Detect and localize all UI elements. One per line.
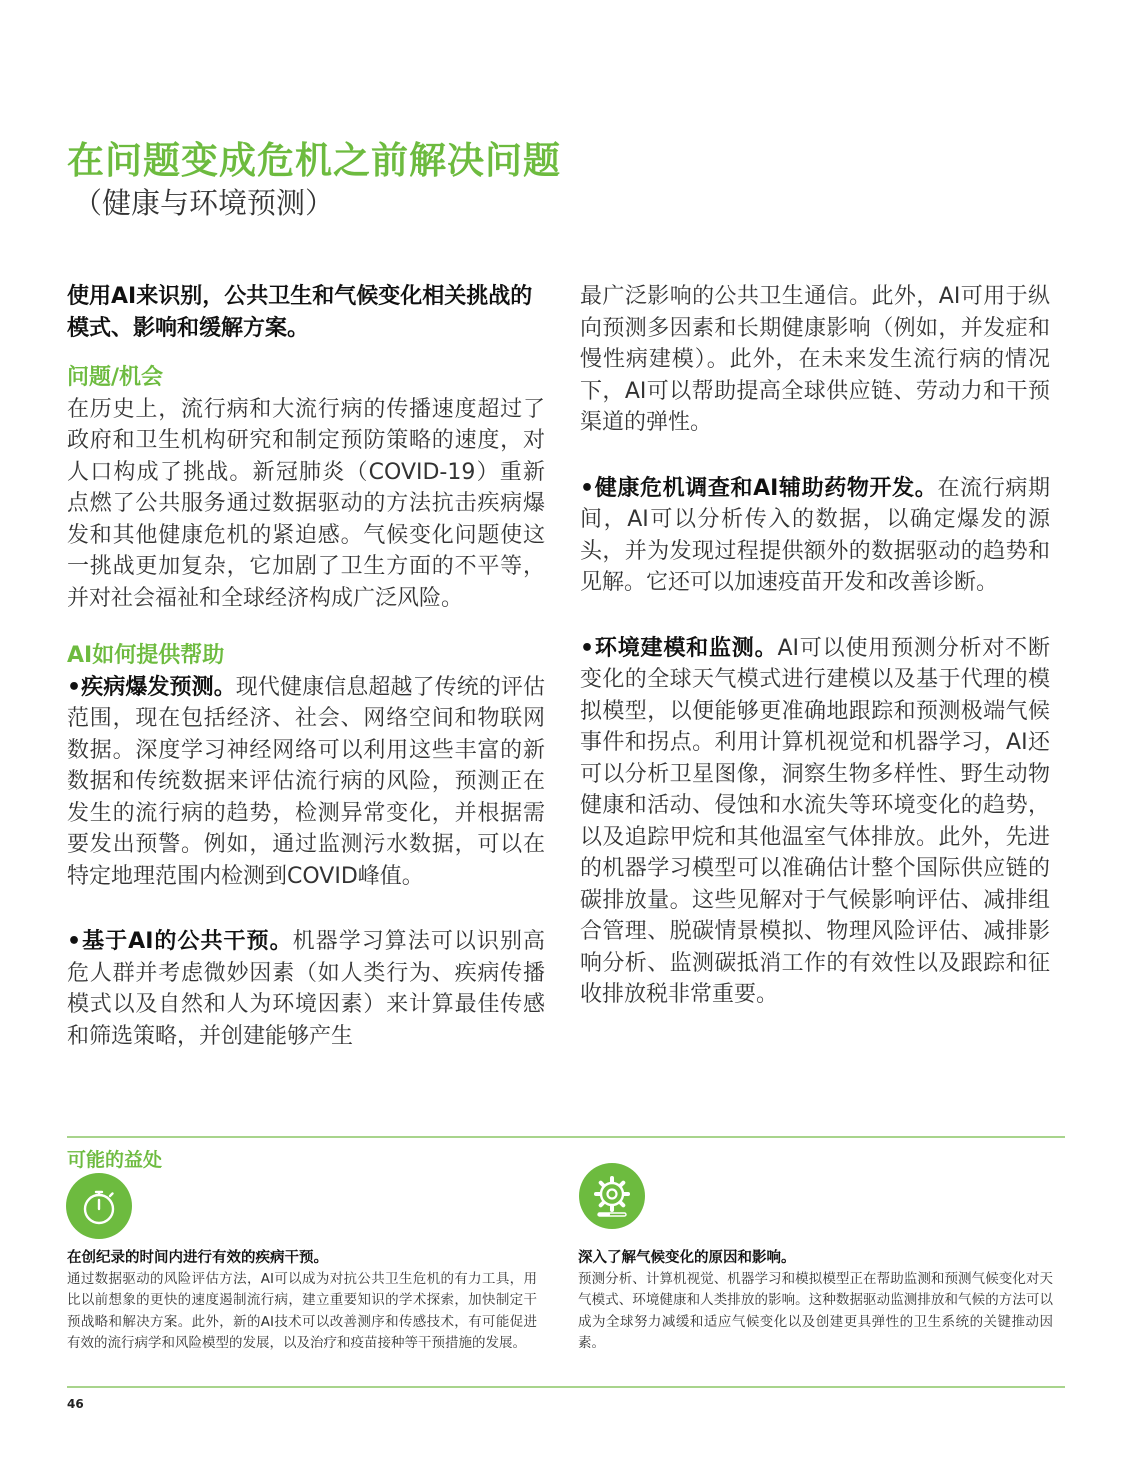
benefit-title-climate: 深入了解气候变化的原因和影响。 xyxy=(578,1250,796,1266)
problem-heading: 问题/机会 xyxy=(67,365,164,390)
bullet-public-intervention xyxy=(67,926,545,1052)
footer-divider xyxy=(67,1386,1065,1388)
bullet-body: 现代健康信息超越了传统的评估范围，现在包括经济、社会、网络空间和物联网数据。深度学习神经网络可以利用这些丰富的新数据和传统数据来评估流行病的风险，预测正在发生的流行病的趋势，检测异常变化，并根据需要发出预警。例如，通过监测污水数据，可以在特定地理范围内检测到COVID峰值。 xyxy=(67,674,545,889)
bullet-body: 在流行病期间，AI可以分析传入的数据，以确定爆发的源头，并为发现过程提供额外的数据驱动的趋势和见解。它还可以加速疫苗开发和改善诊断。 xyxy=(580,475,1050,595)
benefits-top-divider xyxy=(67,1136,1065,1138)
benefit-body-disease: 通过数据驱动的风险评估方法，AI可以成为对抗公共卫生危机的有力工具，用比以前想象的更快的速度遏制流行病，建立重要知识的学术探索，加快制定干预战略和解决方案。此外，新的AI技术可以改善测序和传感技术，有可能促进有效的流行病学和风险模型的发展，以及治疗和疫苗接种等干预措施的发展。 xyxy=(67,1271,537,1351)
page-title: 在问题变成危机之前解决问题 xyxy=(67,139,561,182)
bullet-environment-modeling xyxy=(580,633,1050,1011)
page-subtitle: （健康与环境预测） xyxy=(73,186,335,220)
bullet-title: •环境建模和监测。 xyxy=(580,635,778,661)
lead-paragraph: 使用AI来识别，公共卫生和气候变化相关挑战的模式、影响和缓解方案。 xyxy=(67,284,533,341)
bullet-body: AI可以使用预测分析对不断变化的全球天气模式进行建模以及基于代理的模拟模型，以便能够更准确地跟踪和预测极端气候事件和拐点。利用计算机视觉和机器学习，AI还可以分析卫星图像，洞察生物多样性、野生动物健康和活动、侵蚀和水流失等环境变化的趋势，以及追踪甲烷和其他温室气体排放。此外，先进的机器学习模型可以准确估计整个国际供应链的碳排放量。这些见解对于气候影响评估、减排组合管理、脱碳情景模拟、物理风险评估、减排影响分析、监测碳抵消工作的有效性以及跟踪和征收排放税非常重要。 xyxy=(580,635,1051,1007)
continuation-paragraph: 最广泛影响的公共卫生通信。此外，AI可用于纵向预测多因素和长期健康影响（例如，并发症和慢性病建模）。此外，在未来发生流行病的情况下，AI可以帮助提高全球供应链、劳动力和干预渠道的弹性。 xyxy=(580,284,1050,435)
bullet-title: •疾病爆发预测。 xyxy=(67,674,236,700)
benefits-heading: 可能的益处 xyxy=(67,1149,163,1171)
bullet-body: 机器学习算法可以识别高危人群并考虑微妙因素（如人类行为、疾病传播模式以及自然和人为环境因素）来计算最佳传感和筛选策略，并创建能够产生 xyxy=(67,929,545,1049)
bullet-crisis-investigation xyxy=(580,473,1050,599)
benefit-title-disease: 在创纪录的时间内进行有效的疾病干预。 xyxy=(67,1250,328,1266)
benefit-body-climate: 预测分析、计算机视觉、机器学习和模拟模型正在帮助监测和预测气候变化对天气模式、环境健康和人类排放的影响。这种数据驱动监测排放和气候的方法可以成为全球努力减缓和适应气候变化以及创建更具弹性的卫生系统的关键推动因素。 xyxy=(578,1271,1053,1351)
gear-gauge-icon xyxy=(579,1163,645,1229)
stopwatch-icon xyxy=(66,1173,132,1239)
bullet-title: •基于AI的公共干预。 xyxy=(67,929,293,954)
bullet-title: •健康危机调查和AI辅助药物开发。 xyxy=(580,475,938,501)
problem-paragraph: 在历史上，流行病和大流行病的传播速度超过了政府和卫生机构研究和制定预防策略的速度，对人口构成了挑战。新冠肺炎（COVID-19）重新点燃了公共服务通过数据驱动的方法抗击疾病爆发和其他健康危机的紧迫感。气候变化问题使这一挑战更加复杂，它加剧了卫生方面的不平等，并对社会福祉和全球经济构成广泛风险。 xyxy=(67,396,545,611)
bullet-outbreak-prediction xyxy=(67,672,545,893)
right-column xyxy=(580,281,1050,1011)
left-column xyxy=(67,281,545,1052)
help-heading: AI如何提供帮助 xyxy=(67,643,225,668)
page-number: 46 xyxy=(67,1397,84,1411)
